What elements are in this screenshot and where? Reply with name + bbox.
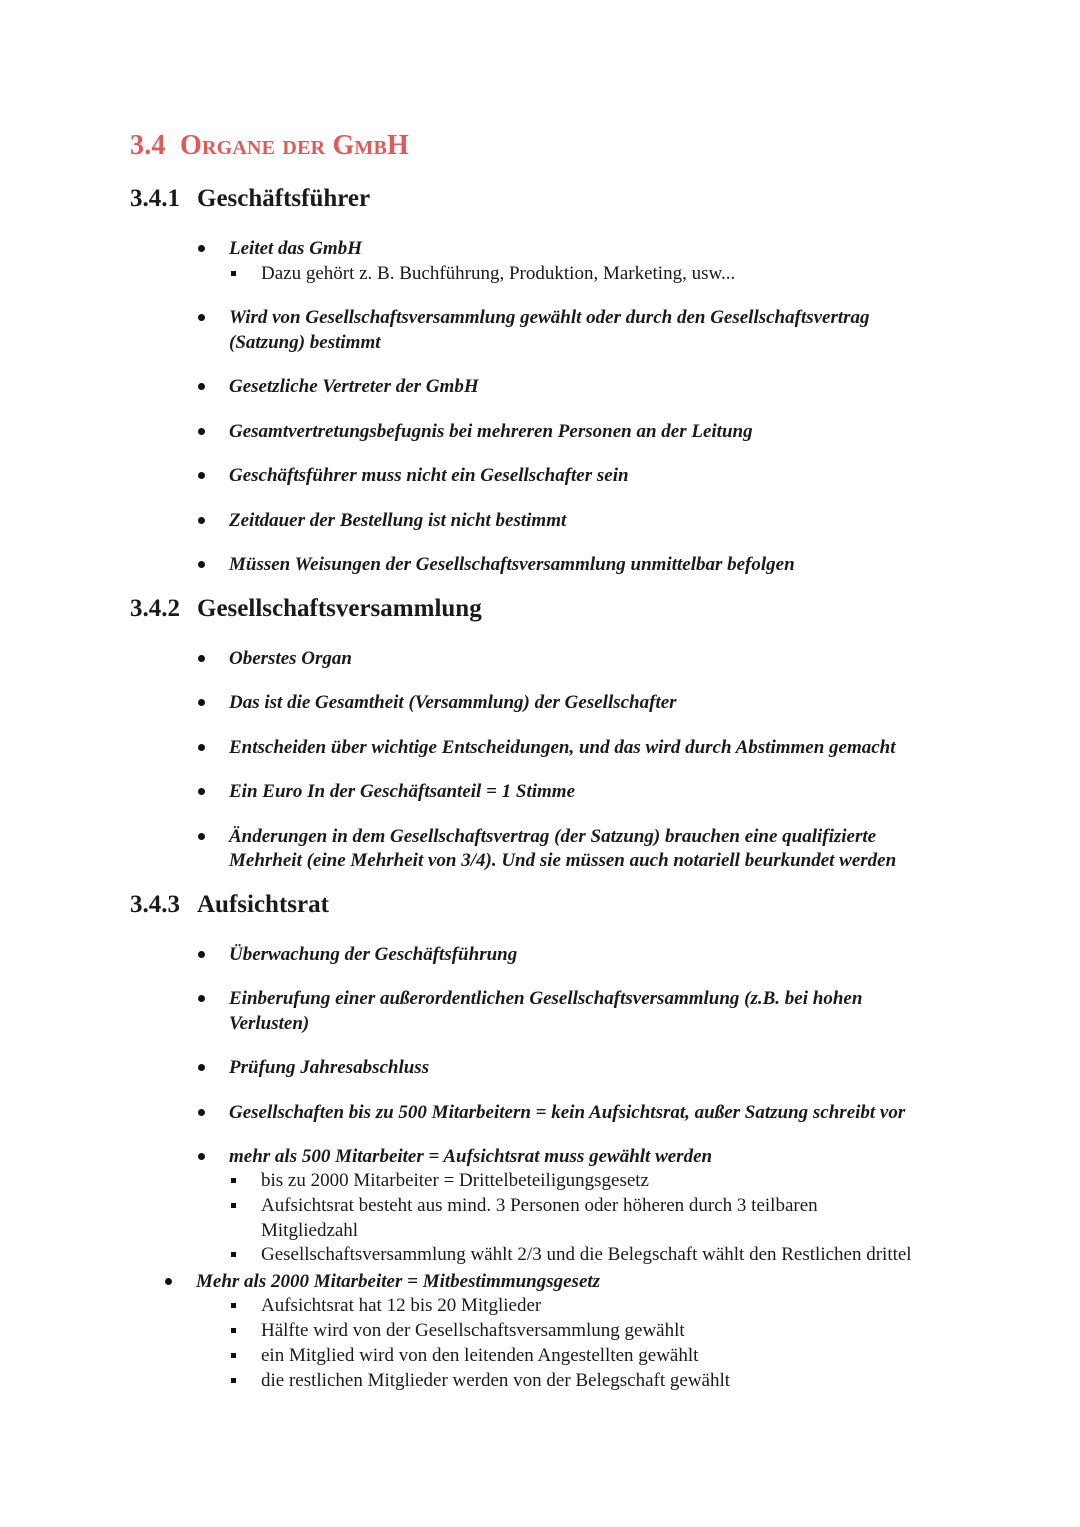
sub-list-item: Dazu gehört z. B. Buchführung, Produktion, Marketing, usw... bbox=[261, 263, 736, 284]
list-item: Gesamtvertretungsbefugnis bei mehreren Personen an der Leitung bbox=[229, 421, 753, 442]
bullet-icon bbox=[198, 472, 205, 479]
bullet-icon bbox=[198, 383, 205, 390]
list-item: Entscheiden über wichtige Entscheidungen, und das wird durch Abstimmen gemacht bbox=[229, 737, 896, 758]
subsection-number: 3.4.1 bbox=[130, 185, 180, 212]
sub-bullet-icon bbox=[231, 1252, 236, 1257]
list-item: Das ist die Gesamtheit (Versammlung) der Gesellschafter bbox=[229, 692, 677, 713]
list-item: Oberstes Organ bbox=[229, 648, 352, 669]
sub-bullet-icon bbox=[231, 271, 236, 276]
bullet-icon bbox=[198, 655, 205, 662]
sub-list-item: die restlichen Mitglieder werden von der Belegschaft gewählt bbox=[261, 1370, 731, 1391]
list-item: Wird von Gesellschaftsversammlung gewählt oder durch den Gesellschaftsvertrag bbox=[229, 307, 870, 328]
bullet-icon bbox=[198, 788, 205, 795]
subsection-title: Geschäftsführer bbox=[197, 185, 371, 212]
sub-bullet-icon bbox=[231, 1203, 236, 1208]
sub-list-item: Aufsichtsrat hat 12 bis 20 Mitglieder bbox=[261, 1295, 542, 1316]
list-item: Prüfung Jahresabschluss bbox=[229, 1057, 430, 1078]
bullet-icon bbox=[198, 314, 205, 321]
sub-bullet-icon bbox=[231, 1378, 236, 1383]
bullet-icon bbox=[198, 517, 205, 524]
list-item: Geschäftsführer muss nicht ein Gesellschafter sein bbox=[229, 465, 629, 486]
list-item: Überwachung der Geschäftsführung bbox=[229, 944, 518, 965]
subsection-heading-gesellschaftsversammlung bbox=[130, 595, 482, 623]
section-number: 3.4 bbox=[130, 130, 166, 161]
list-item: Gesetzliche Vertreter der GmbH bbox=[229, 376, 479, 397]
sub-list-item: bis zu 2000 Mitarbeiter = Drittelbeteiligungsgesetz bbox=[261, 1170, 649, 1191]
bullet-icon bbox=[198, 1153, 205, 1160]
bullet-icon bbox=[198, 561, 205, 568]
subsection-number: 3.4.3 bbox=[130, 891, 180, 918]
bullet-icon bbox=[198, 951, 205, 958]
list-item: Zeitdauer der Bestellung ist nicht bestimmt bbox=[229, 510, 567, 531]
sub-bullet-icon bbox=[231, 1303, 236, 1308]
bullet-icon bbox=[198, 744, 205, 751]
list-item-continuation: (Satzung) bestimmt bbox=[229, 332, 381, 353]
section-heading bbox=[130, 130, 409, 162]
bullet-icon bbox=[198, 1109, 205, 1116]
bullet-icon bbox=[198, 245, 205, 252]
bullet-icon bbox=[198, 1064, 205, 1071]
sub-bullet-icon bbox=[231, 1353, 236, 1358]
sub-bullet-icon bbox=[231, 1178, 236, 1183]
sub-list-item: Aufsichtsrat besteht aus mind. 3 Personen oder höheren durch 3 teilbaren bbox=[261, 1195, 818, 1216]
list-item-continuation: Mehrheit (eine Mehrheit von 3/4). Und sie müssen auch notariell beurkundet werden bbox=[229, 850, 897, 871]
sub-list-item: Gesellschaftsversammlung wählt 2/3 und die Belegschaft wählt den Restlichen drittel bbox=[261, 1244, 912, 1265]
subsection-title: Gesellschaftsversammlung bbox=[197, 595, 482, 622]
list-item: Einberufung einer außerordentlichen Gesellschaftsversammlung (z.B. bei hohen bbox=[229, 988, 863, 1009]
bullet-icon bbox=[198, 699, 205, 706]
list-item: Mehr als 2000 Mitarbeiter = Mitbestimmungsgesetz bbox=[196, 1271, 601, 1292]
list-item: mehr als 500 Mitarbeiter = Aufsichtsrat muss gewählt werden bbox=[229, 1146, 713, 1167]
list-item-continuation: Verlusten) bbox=[229, 1013, 310, 1034]
bullet-icon bbox=[165, 1278, 172, 1285]
subsection-heading-geschaeftsfuehrer bbox=[130, 185, 370, 213]
sub-list-item: ein Mitglied wird von den leitenden Angestellten gewählt bbox=[261, 1345, 699, 1366]
sub-bullet-icon bbox=[231, 1328, 236, 1333]
bullet-icon bbox=[198, 833, 205, 840]
sub-list-item-continuation: Mitgliedzahl bbox=[261, 1220, 359, 1241]
bullet-icon bbox=[198, 995, 205, 1002]
subsection-heading-aufsichtsrat bbox=[130, 891, 329, 919]
bullet-icon bbox=[198, 428, 205, 435]
subsection-number: 3.4.2 bbox=[130, 595, 180, 622]
list-item: Änderungen in dem Gesellschaftsvertrag (der Satzung) brauchen eine qualifizierte bbox=[229, 826, 877, 847]
subsection-title: Aufsichtsrat bbox=[197, 891, 329, 918]
list-item: Leitet das GmbH bbox=[229, 238, 362, 259]
list-item: Ein Euro In der Geschäftsanteil = 1 Stimme bbox=[229, 781, 576, 802]
list-item: Gesellschaften bis zu 500 Mitarbeitern = kein Aufsichtsrat, außer Satzung schreibt vor bbox=[229, 1102, 906, 1123]
section-title: Organe der GmbH bbox=[180, 130, 410, 161]
sub-list-item: Hälfte wird von der Gesellschaftsversammlung gewählt bbox=[261, 1320, 685, 1341]
list-item: Müssen Weisungen der Gesellschaftsversammlung unmittelbar befolgen bbox=[229, 554, 795, 575]
